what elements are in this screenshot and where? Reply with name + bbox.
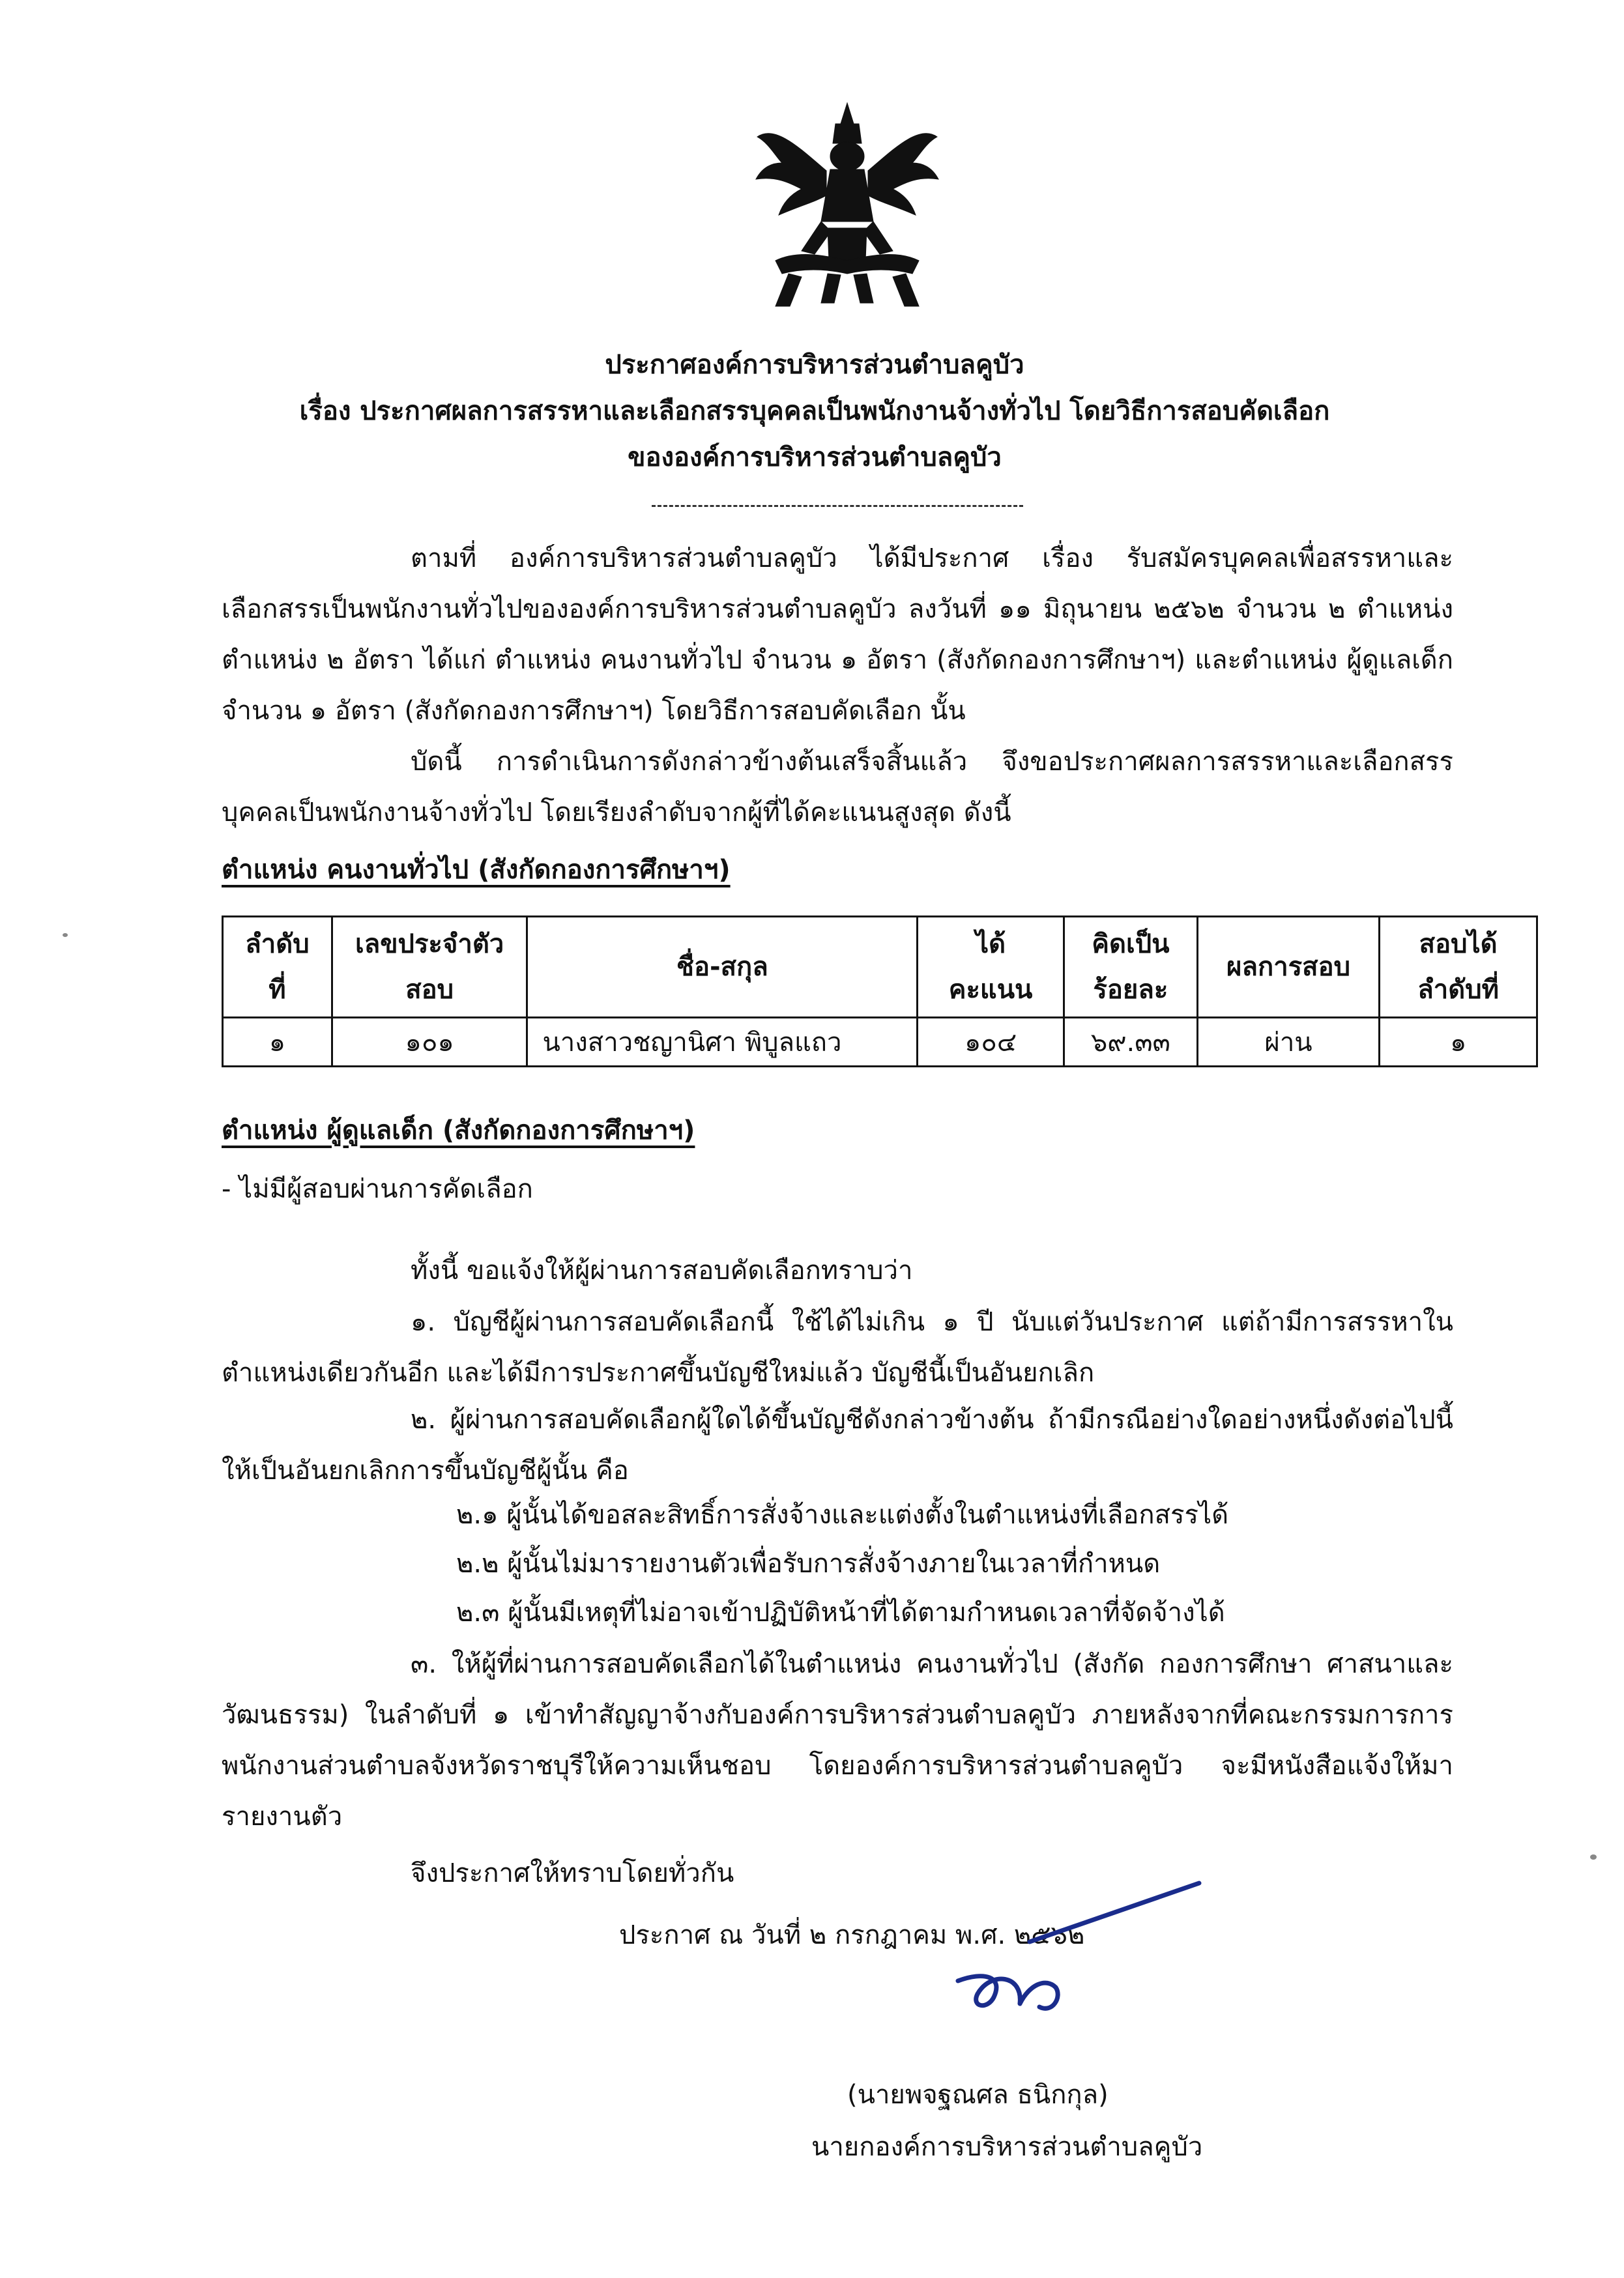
title-divider	[652, 505, 1023, 507]
table-row	[223, 1018, 1537, 1067]
scan-speck	[63, 933, 68, 937]
cell-name: นางสาวชญานิศา พิบูลแถว	[527, 1018, 918, 1067]
document-subject-continued: ขององค์การบริหารส่วนตำบลคูบัว	[628, 442, 1002, 472]
section-heading-general-worker: ตำแหน่ง คนงานทั่วไป (สังกัดกองการศึกษาฯ)	[222, 855, 731, 885]
document-title: ประกาศองค์การบริหารส่วนตำบลคูบัว	[605, 350, 1024, 380]
col-header-order: ลำดับ ที่	[223, 917, 332, 1018]
scan-speck	[1590, 1854, 1597, 1860]
col-header-percent: คิดเป็น ร้อยละ	[1064, 917, 1197, 1018]
announcement-date: ประกาศ ณ วันที่ ๒ กรกฎาคม พ.ศ. ๒๕๖๒	[619, 1920, 1085, 1950]
closing-announcement: จึงประกาศให้ทราบโดยทั่วกัน	[411, 1858, 734, 1888]
cell-percent: ๖๙.๓๓	[1064, 1018, 1197, 1067]
cell-exam-id: ๑๐๑	[332, 1018, 527, 1067]
cell-order: ๑	[223, 1018, 332, 1067]
condition-item-2: ๒. ผู้ผ่านการสอบคัดเลือกผู้ใดได้ขึ้นบัญชีดังกล่าวข้างต้น ถ้ามีกรณีอย่างใดอย่างหนึ่งดังต่อไปนี้ให้เป็นอันยกเลิกการขึ้นบัญชีผู้นั้น คือ	[222, 1405, 1453, 1486]
no-pass-note: - ไม่มีผู้สอบผ่านการคัดเลือก	[222, 1174, 533, 1204]
condition-item-2-2: ๒.๒ ผู้นั้นไม่มารายงานตัวเพื่อรับการสั่งจ้างภายในเวลาที่กำหนด	[456, 1549, 1161, 1579]
cell-result: ผ่าน	[1197, 1018, 1380, 1067]
signer-title: นายกองค์การบริหารส่วนตำบลคูบัว	[811, 2132, 1203, 2162]
col-header-name: ชื่อ-สกุล	[527, 917, 918, 1018]
condition-item-2-1: ๒.๑ ผู้นั้นได้ขอสละสิทธิ์การสั่งจ้างและแต่งตั้งในตำแหน่งที่เลือกสรรได้	[456, 1500, 1229, 1530]
section-heading-child-caretaker: ตำแหน่ง ผู้ดูแลเด็ก (สังกัดกองการศึกษาฯ)	[222, 1116, 695, 1146]
table-header-row	[223, 917, 1537, 1018]
handwritten-signature-icon	[932, 1873, 1232, 2030]
cell-rank: ๑	[1380, 1018, 1537, 1067]
intro-paragraph: ตามที่ องค์การบริหารส่วนตำบลคูบัว ได้มีประกาศ เรื่อง รับสมัครบุคคลเพื่อสรรหาและเลือกสรรเป็นพนักงานทั่วไปขององค์การบริหารส่วนตำบลคูบัว ลงวันที่ ๑๑ มิถุนายน ๒๕๖๒ จำนวน ๒ ตำแหน่ง ตำแหน่ง ๒ อัตรา ได้แก่ ตำแหน่ง คนงานทั่วไป จำนวน ๑ อัตรา (สังกัดกองการศึกษาฯ) และตำแหน่ง ผู้ดูแลเด็ก จำนวน ๑ อัตรา (สังกัดกองการศึกษาฯ) โดยวิธีการสอบคัดเลือก นั้น	[222, 543, 1453, 726]
col-header-score: ได้ คะแนน	[918, 917, 1064, 1018]
intro-paragraph-2: บัดนี้ การดำเนินการดังกล่าวข้างต้นเสร็จสิ้นแล้ว จึงขอประกาศผลการสรรหาและเลือกสรรบุคคลเป็นพนักงานจ้างทั่วไป โดยเรียงลำดับจากผู้ที่ได้คะแนนสูงสุด ดังนี้	[222, 747, 1453, 828]
signer-name: (นายพจฐณศล ธนิกกุล)	[847, 2080, 1109, 2110]
results-table	[222, 916, 1538, 1067]
garuda-emblem-icon	[749, 98, 945, 313]
col-header-rank: สอบได้ ลำดับที่	[1380, 917, 1537, 1018]
col-header-exam-id: เลขประจำตัว สอบ	[332, 917, 527, 1018]
col-header-result: ผลการสอบ	[1197, 917, 1380, 1018]
document-subject: เรื่อง ประกาศผลการสรรหาและเลือกสรรบุคคลเป็นพนักงานจ้างทั่วไป โดยวิธีการสอบคัดเลือก	[299, 396, 1330, 426]
condition-item-2-3: ๒.๓ ผู้นั้นมีเหตุที่ไม่อาจเข้าปฏิบัติหน้าที่ได้ตามกำหนดเวลาที่จัดจ้างได้	[456, 1598, 1225, 1628]
cell-score: ๑๐๔	[918, 1018, 1064, 1067]
condition-item-3: ๓. ให้ผู้ที่ผ่านการสอบคัดเลือกได้ในตำแหน่ง คนงานทั่วไป (สังกัด กองการศึกษา ศาสนาและวัฒนธรรม) ในลำดับที่ ๑ เข้าทำสัญญาจ้างกับองค์การบริหารส่วนตำบลคูบัว ภายหลังจากที่คณะกรรมการการพนักงานส่วนตำบลจังหวัดราชบุรีให้ความเห็นชอบ โดยองค์การบริหารส่วนตำบลคูบัว จะมีหนังสือแจ้งให้มารายงานตัว	[222, 1649, 1453, 1832]
condition-item-1: ๑. บัญชีผู้ผ่านการสอบคัดเลือกนี้ ใช้ได้ไม่เกิน ๑ ปี นับแต่วันประกาศ แต่ถ้ามีการสรรหาในตำแหน่งเดียวกันอีก และได้มีการประกาศขึ้นบัญชีใหม่แล้ว บัญชีนี้เป็นอันยกเลิก	[222, 1307, 1453, 1388]
conditions-intro: ทั้งนี้ ขอแจ้งให้ผู้ผ่านการสอบคัดเลือกทราบว่า	[411, 1256, 913, 1286]
